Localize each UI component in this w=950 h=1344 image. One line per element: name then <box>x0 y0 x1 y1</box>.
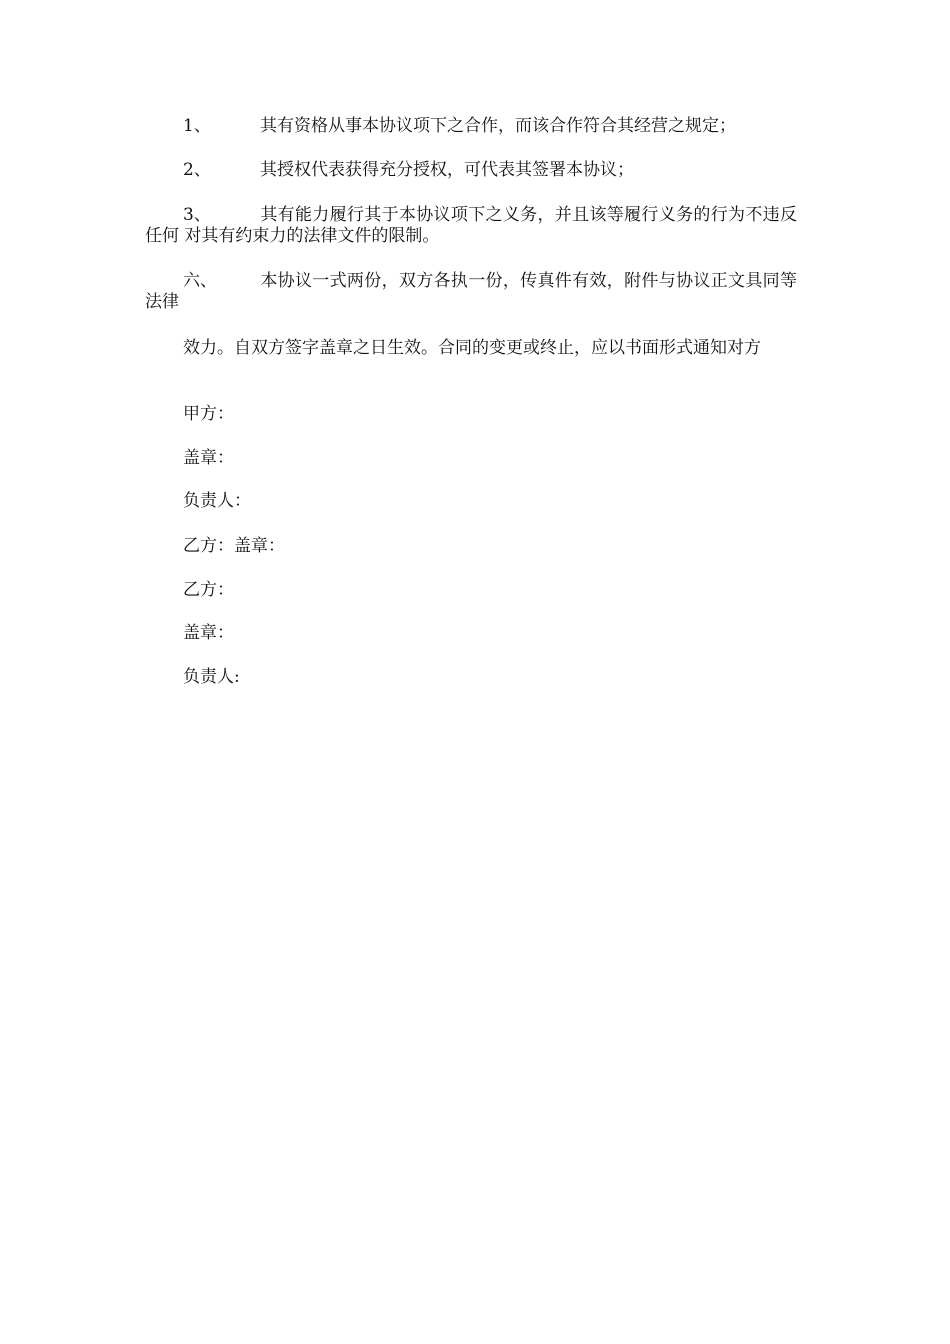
party-b-label: 乙方： <box>183 580 234 600</box>
party-b-seal-line: 乙方：盖章： <box>183 536 285 556</box>
clause-number: 1、 <box>183 116 211 136</box>
clause-number: 2、 <box>183 160 211 180</box>
clause-number: 3、 <box>183 205 211 225</box>
clause-text: 其有能力履行其于本协议项下之义务，并且该等履行义务的行为不违反任何 对其有约束力的法律文件的限制。 <box>145 205 797 246</box>
clause-text: 本协议一式两份，双方各执一份，传真件有效，附件与协议正文具同等法律 <box>145 271 797 312</box>
party-a-seal-label: 盖章： <box>183 448 234 468</box>
clause-text: 其有资格从事本协议项下之合作，而该合作符合其经营之规定； <box>260 116 736 136</box>
clause-3 <box>145 205 797 247</box>
party-a-person-label: 负责人： <box>183 491 251 511</box>
party-b-person-label: 负责人: <box>183 667 240 687</box>
clause-six <box>145 271 797 313</box>
clause-1 <box>145 116 797 137</box>
clause-2 <box>145 160 797 181</box>
clause-number: 六、 <box>183 271 217 291</box>
party-a-label: 甲方： <box>183 404 234 424</box>
clause-continuation: 效力。自双方签字盖章之日生效。合同的变更或终止，应以书面形式通知对方 <box>183 338 761 358</box>
party-b-seal-label: 盖章： <box>183 623 234 643</box>
clause-text: 其授权代表获得充分授权，可代表其签署本协议； <box>260 160 634 180</box>
